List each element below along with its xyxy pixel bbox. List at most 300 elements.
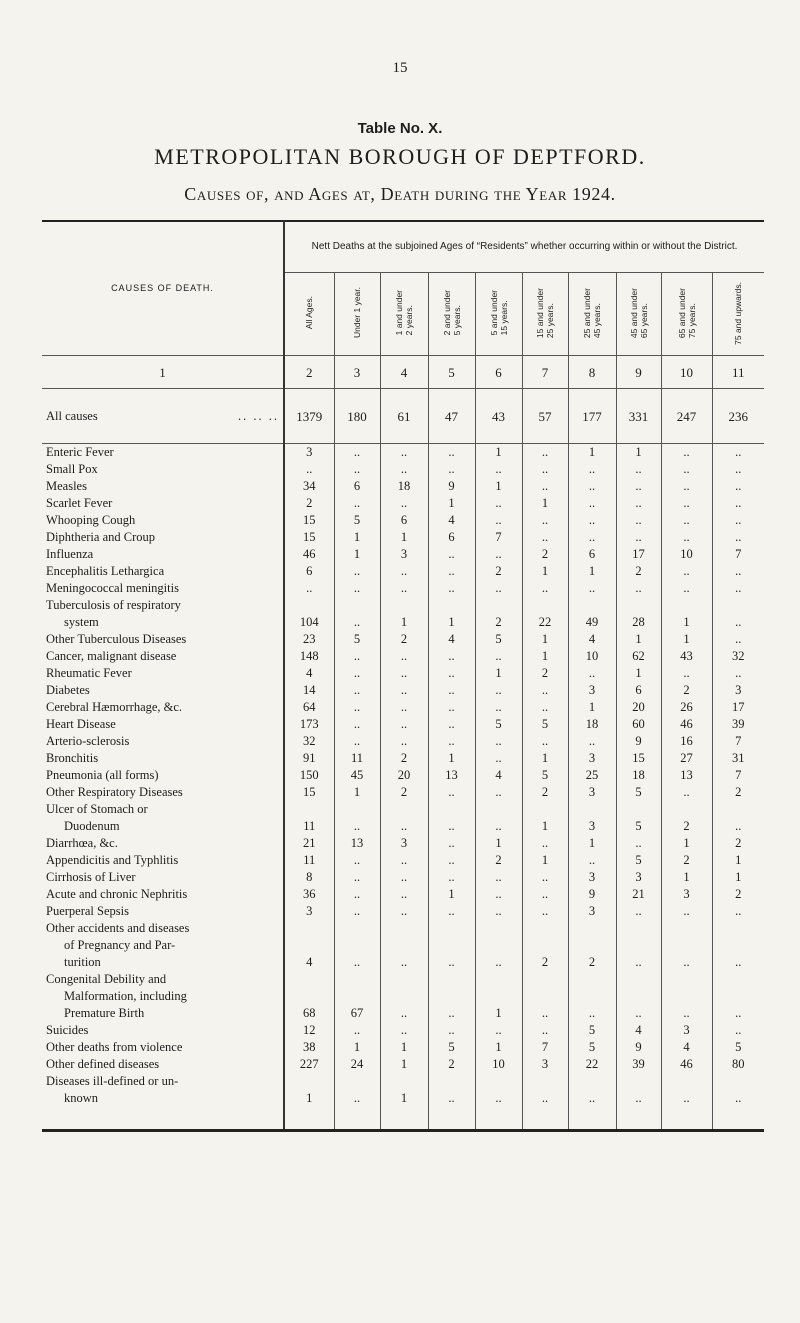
column-number: 10 (661, 356, 712, 389)
cause-value: 1 (661, 869, 712, 886)
age-group-label: 25 and under 45 years. (582, 287, 602, 339)
cause-value: .. (475, 1073, 522, 1107)
cause-value: .. (712, 920, 764, 971)
cause-value: 1 (380, 597, 428, 631)
cause-value: .. (712, 495, 764, 512)
cause-value: 46 (284, 546, 334, 563)
cause-value: 1 (380, 1039, 428, 1056)
cause-label-line: Malformation, including (64, 988, 187, 1003)
cause-value: 1 (380, 1073, 428, 1107)
cause-value: 5 (428, 1039, 475, 1056)
cause-value: .. (428, 920, 475, 971)
cause-value: 2 (568, 920, 616, 971)
cause-value: .. (522, 699, 568, 716)
cause-value: 46 (661, 716, 712, 733)
cause-row (42, 784, 764, 801)
cause-label-line: Congenital Debility and (46, 971, 167, 986)
cause-row (42, 750, 764, 767)
cause-row (42, 1056, 764, 1073)
cause-value: 1 (522, 750, 568, 767)
cause-value: 3 (616, 869, 661, 886)
cause-value: .. (475, 1022, 522, 1039)
cause-value: 4 (568, 631, 616, 648)
cause-value: .. (428, 665, 475, 682)
cause-value: 15 (616, 750, 661, 767)
cause-label-line: Bronchitis (46, 750, 99, 765)
column-number: 6 (475, 356, 522, 389)
cause-value: .. (616, 920, 661, 971)
cause-value: .. (428, 903, 475, 920)
cause-value: .. (661, 478, 712, 495)
cause-value: 4 (428, 631, 475, 648)
cause-value: .. (712, 597, 764, 631)
cause-value: 1 (428, 495, 475, 512)
cause-value: 104 (284, 597, 334, 631)
cause-value: 1 (661, 597, 712, 631)
cause-value: 5 (616, 801, 661, 835)
cause-label-line: Diarrhœa, &c. (46, 835, 118, 850)
cause-label-line: Measles (46, 478, 87, 493)
cause-value: 26 (661, 699, 712, 716)
cause-value: .. (475, 886, 522, 903)
cause-value: 80 (712, 1056, 764, 1073)
cause-label (42, 835, 284, 852)
cause-value: .. (661, 461, 712, 478)
cause-value: .. (712, 631, 764, 648)
cause-value: 3 (712, 682, 764, 699)
cause-row (42, 478, 764, 495)
cause-value: .. (568, 478, 616, 495)
cause-value: 11 (284, 852, 334, 869)
cause-value: 46 (661, 1056, 712, 1073)
cause-value: 148 (284, 648, 334, 665)
cause-value: .. (334, 869, 380, 886)
cause-value: .. (380, 801, 428, 835)
cause-value: .. (661, 665, 712, 682)
age-group-header (616, 273, 661, 356)
cause-value: 32 (284, 733, 334, 750)
cause-value: 5 (475, 631, 522, 648)
cause-value: 9 (616, 1039, 661, 1056)
cause-value: 1 (616, 444, 661, 461)
borough-title: METROPOLITAN BOROUGH OF DEPTFORD. (154, 144, 646, 169)
cause-value: 3 (568, 750, 616, 767)
cause-value: 2 (661, 852, 712, 869)
cause-value: 1 (522, 563, 568, 580)
cause-row (42, 903, 764, 920)
cause-row (42, 835, 764, 852)
cause-value: 7 (475, 529, 522, 546)
cause-value: .. (712, 801, 764, 835)
cause-value: .. (428, 546, 475, 563)
cause-value: .. (428, 784, 475, 801)
cause-value: .. (616, 512, 661, 529)
cause-label (42, 563, 284, 580)
cause-value: .. (380, 580, 428, 597)
cause-value: 1 (334, 546, 380, 563)
cause-label (42, 920, 284, 971)
cause-value: 1 (428, 597, 475, 631)
cause-value: .. (334, 1073, 380, 1107)
cause-value: 150 (284, 767, 334, 784)
cause-value: .. (428, 563, 475, 580)
cause-value: .. (428, 1022, 475, 1039)
cause-value: .. (661, 512, 712, 529)
cause-value: .. (712, 580, 764, 597)
cause-value: .. (616, 461, 661, 478)
cause-value: 22 (568, 1056, 616, 1073)
cause-value: 6 (284, 563, 334, 580)
cause-value: 1 (380, 529, 428, 546)
cause-label-line: Duodenum (64, 818, 120, 833)
cause-row (42, 648, 764, 665)
cause-value: 2 (475, 563, 522, 580)
cause-value: 3 (568, 801, 616, 835)
age-group-label: 15 and under 25 years. (535, 287, 555, 339)
table-number: Table No. X. (357, 120, 443, 137)
cause-value: .. (522, 835, 568, 852)
cause-row (42, 852, 764, 869)
cause-value: .. (522, 1022, 568, 1039)
cause-row (42, 801, 764, 835)
cause-value: .. (380, 852, 428, 869)
cause-value: 12 (284, 1022, 334, 1039)
cause-label (42, 784, 284, 801)
cause-value: 1 (522, 852, 568, 869)
cause-value: .. (616, 478, 661, 495)
cause-label-line: Whooping Cough (46, 512, 136, 527)
cause-value: .. (616, 1073, 661, 1107)
cause-value: 5 (475, 716, 522, 733)
cause-value: 1 (475, 971, 522, 1022)
cause-value: 5 (334, 631, 380, 648)
cause-value: .. (380, 682, 428, 699)
cause-value: 1 (428, 886, 475, 903)
page-number: 15 (392, 60, 408, 76)
cause-value: .. (616, 835, 661, 852)
all-causes-value: 236 (712, 389, 764, 444)
cause-value: 18 (616, 767, 661, 784)
cause-label-line: Small Pox (46, 461, 98, 476)
cause-value: 1 (522, 648, 568, 665)
cause-value: .. (712, 971, 764, 1022)
cause-row (42, 767, 764, 784)
cause-label-line: known (64, 1090, 99, 1105)
cause-label-line: Diseases ill-defined or un- (46, 1073, 179, 1088)
cause-row (42, 563, 764, 580)
cause-value: 1 (475, 478, 522, 495)
cause-value: .. (661, 920, 712, 971)
column-number: 9 (616, 356, 661, 389)
cause-value: 13 (661, 767, 712, 784)
cause-value: .. (428, 716, 475, 733)
cause-label (42, 1039, 284, 1056)
all-causes-value: 43 (475, 389, 522, 444)
cause-value: 15 (284, 529, 334, 546)
cause-value: 15 (284, 512, 334, 529)
cause-value: 36 (284, 886, 334, 903)
cause-value: 3 (380, 546, 428, 563)
cause-value: .. (380, 886, 428, 903)
cause-value: 21 (616, 886, 661, 903)
cause-value: .. (475, 750, 522, 767)
cause-row (42, 869, 764, 886)
cause-value: .. (475, 801, 522, 835)
cause-value: .. (334, 852, 380, 869)
cause-value: .. (661, 784, 712, 801)
cause-value: .. (428, 835, 475, 852)
cause-value: .. (568, 512, 616, 529)
cause-row (42, 1039, 764, 1056)
all-causes-value: 247 (661, 389, 712, 444)
cause-label (42, 852, 284, 869)
cause-value: 1 (334, 1039, 380, 1056)
cause-value: .. (334, 682, 380, 699)
cause-value: .. (334, 563, 380, 580)
age-group-header (568, 273, 616, 356)
cause-value: 21 (284, 835, 334, 852)
cause-label (42, 512, 284, 529)
tail-spacer-row (42, 1107, 764, 1131)
cause-value: .. (475, 869, 522, 886)
cause-value: .. (380, 461, 428, 478)
cause-value: 49 (568, 597, 616, 631)
cause-label-line: Appendicitis and Typhlitis (46, 852, 179, 867)
cause-value: 27 (661, 750, 712, 767)
cause-value: .. (334, 461, 380, 478)
cause-value: .. (334, 920, 380, 971)
cause-value: .. (428, 461, 475, 478)
cause-value: .. (568, 580, 616, 597)
cause-value: .. (284, 461, 334, 478)
cause-value: 39 (712, 716, 764, 733)
column-number: 1 (42, 356, 284, 389)
cause-value: 13 (428, 767, 475, 784)
cause-label-line: Cancer, malignant disease (46, 648, 177, 663)
cause-value: 1 (661, 631, 712, 648)
cause-value: .. (380, 665, 428, 682)
all-causes-value: 61 (380, 389, 428, 444)
cause-value: .. (712, 903, 764, 920)
cause-value: 3 (568, 784, 616, 801)
cause-value: 1 (334, 784, 380, 801)
cause-value: 10 (475, 1056, 522, 1073)
cause-value: 18 (380, 478, 428, 495)
age-group-header (712, 273, 764, 356)
cause-value: .. (380, 563, 428, 580)
cause-value: 173 (284, 716, 334, 733)
cause-value: 11 (284, 801, 334, 835)
cause-value: 1 (284, 1073, 334, 1107)
cause-row (42, 529, 764, 546)
cause-row (42, 444, 764, 461)
cause-value: 3 (284, 444, 334, 461)
cause-label (42, 1022, 284, 1039)
column-number: 8 (568, 356, 616, 389)
cause-value: .. (428, 869, 475, 886)
cause-value: 2 (522, 920, 568, 971)
cause-value: 5 (522, 767, 568, 784)
cause-label-line: Enteric Fever (46, 444, 114, 459)
cause-value: 32 (712, 648, 764, 665)
cause-value: .. (522, 529, 568, 546)
cause-value: 7 (712, 546, 764, 563)
cause-value: .. (522, 461, 568, 478)
cause-value: 1 (475, 665, 522, 682)
cause-value: 4 (616, 1022, 661, 1039)
cause-value: .. (428, 852, 475, 869)
cause-value: .. (522, 444, 568, 461)
cause-row (42, 886, 764, 903)
cause-value: .. (334, 665, 380, 682)
all-causes-value: 180 (334, 389, 380, 444)
cause-label-line: Rheumatic Fever (46, 665, 132, 680)
cause-value: .. (475, 580, 522, 597)
cause-value: 1 (428, 750, 475, 767)
cause-value: 2 (475, 852, 522, 869)
age-group-label: 5 and under 15 years. (488, 290, 509, 336)
cause-label-line: Meningococcal meningitis (46, 580, 179, 595)
cause-row (42, 546, 764, 563)
cause-value: 3 (284, 903, 334, 920)
cause-value: .. (428, 699, 475, 716)
cause-value: 1 (522, 631, 568, 648)
cause-value: 1 (568, 835, 616, 852)
cause-label (42, 750, 284, 767)
cause-value: .. (616, 495, 661, 512)
cause-value: 2 (712, 886, 764, 903)
cause-value: .. (475, 648, 522, 665)
cause-value: 4 (661, 1039, 712, 1056)
all-causes-value: 57 (522, 389, 568, 444)
age-group-header (284, 273, 334, 356)
cause-value: .. (661, 529, 712, 546)
cause-label-line: Other deaths from violence (46, 1039, 183, 1054)
cause-label (42, 461, 284, 478)
cause-value: .. (284, 580, 334, 597)
cause-value: 6 (428, 529, 475, 546)
cause-value: .. (568, 971, 616, 1022)
cause-value: 39 (616, 1056, 661, 1073)
cause-value: .. (380, 699, 428, 716)
cause-value: 6 (616, 682, 661, 699)
cause-value: 2 (380, 750, 428, 767)
cause-value: 18 (568, 716, 616, 733)
cause-value: .. (522, 971, 568, 1022)
all-causes-value: 47 (428, 389, 475, 444)
cause-row (42, 971, 764, 1022)
cause-value: .. (712, 478, 764, 495)
column-number: 4 (380, 356, 428, 389)
cause-value: .. (380, 869, 428, 886)
cause-value: 38 (284, 1039, 334, 1056)
cause-value: .. (522, 869, 568, 886)
cause-value: 10 (568, 648, 616, 665)
age-group-header (475, 273, 522, 356)
age-group-label: 1 and under 2 years. (394, 290, 414, 336)
cause-row (42, 699, 764, 716)
cause-value: 24 (334, 1056, 380, 1073)
cause-value: 1 (522, 801, 568, 835)
cause-value: 3 (568, 869, 616, 886)
cause-value: .. (712, 563, 764, 580)
cause-value: 1 (568, 699, 616, 716)
cause-row (42, 920, 764, 971)
mortality-table (42, 220, 764, 1132)
cause-value: 3 (568, 903, 616, 920)
cause-value: .. (616, 971, 661, 1022)
cause-label-line: Cirrhosis of Liver (46, 869, 136, 884)
all-causes-value: 1379 (284, 389, 334, 444)
cause-value: 2 (661, 682, 712, 699)
cause-value: 22 (522, 597, 568, 631)
cause-value: 5 (522, 716, 568, 733)
causes-column-header: CAUSES OF DEATH. (42, 221, 284, 356)
cause-label-line: Puerperal Sepsis (46, 903, 129, 918)
cause-label-line: Other defined diseases (46, 1056, 160, 1071)
age-group-header (661, 273, 712, 356)
cause-value: .. (380, 648, 428, 665)
cause-value: 16 (661, 733, 712, 750)
cause-value: 4 (284, 920, 334, 971)
cause-label (42, 716, 284, 733)
cause-label (42, 699, 284, 716)
cause-value: 3 (661, 886, 712, 903)
cause-value: 3 (568, 682, 616, 699)
cause-value: 6 (334, 478, 380, 495)
cause-label (42, 495, 284, 512)
cause-value: .. (522, 886, 568, 903)
cause-value: 2 (380, 631, 428, 648)
cause-value: 5 (712, 1039, 764, 1056)
cause-value: 1 (616, 665, 661, 682)
cause-label-line: Premature Birth (64, 1005, 145, 1020)
cause-value: .. (334, 716, 380, 733)
cause-value: 1 (522, 495, 568, 512)
cause-value: 34 (284, 478, 334, 495)
cause-value: 2 (661, 801, 712, 835)
cause-value: .. (568, 495, 616, 512)
cause-value: 67 (334, 971, 380, 1022)
column-number: 3 (334, 356, 380, 389)
cause-value: .. (568, 461, 616, 478)
cause-value: .. (380, 444, 428, 461)
age-group-header (428, 273, 475, 356)
cause-label-line: Other Respiratory Diseases (46, 784, 183, 799)
all-causes-value: 177 (568, 389, 616, 444)
cause-label (42, 886, 284, 903)
cause-label (42, 529, 284, 546)
cause-value: .. (334, 733, 380, 750)
age-group-header (522, 273, 568, 356)
cause-value: 1 (334, 529, 380, 546)
cause-value: 1 (661, 835, 712, 852)
cause-label-line: Pneumonia (all forms) (46, 767, 159, 782)
cause-row (42, 512, 764, 529)
cause-value: .. (712, 461, 764, 478)
age-group-label: 75 and upwards. (733, 281, 744, 345)
cause-label (42, 631, 284, 648)
cause-value: 15 (284, 784, 334, 801)
cause-row (42, 682, 764, 699)
cause-label-line: Cerebral Hæmorrhage, &c. (46, 699, 183, 714)
all-causes-value: 331 (616, 389, 661, 444)
cause-value: .. (661, 563, 712, 580)
table-header (42, 221, 764, 389)
cause-label-line: Diabetes (46, 682, 90, 697)
cause-value: .. (661, 495, 712, 512)
cause-value: .. (661, 444, 712, 461)
